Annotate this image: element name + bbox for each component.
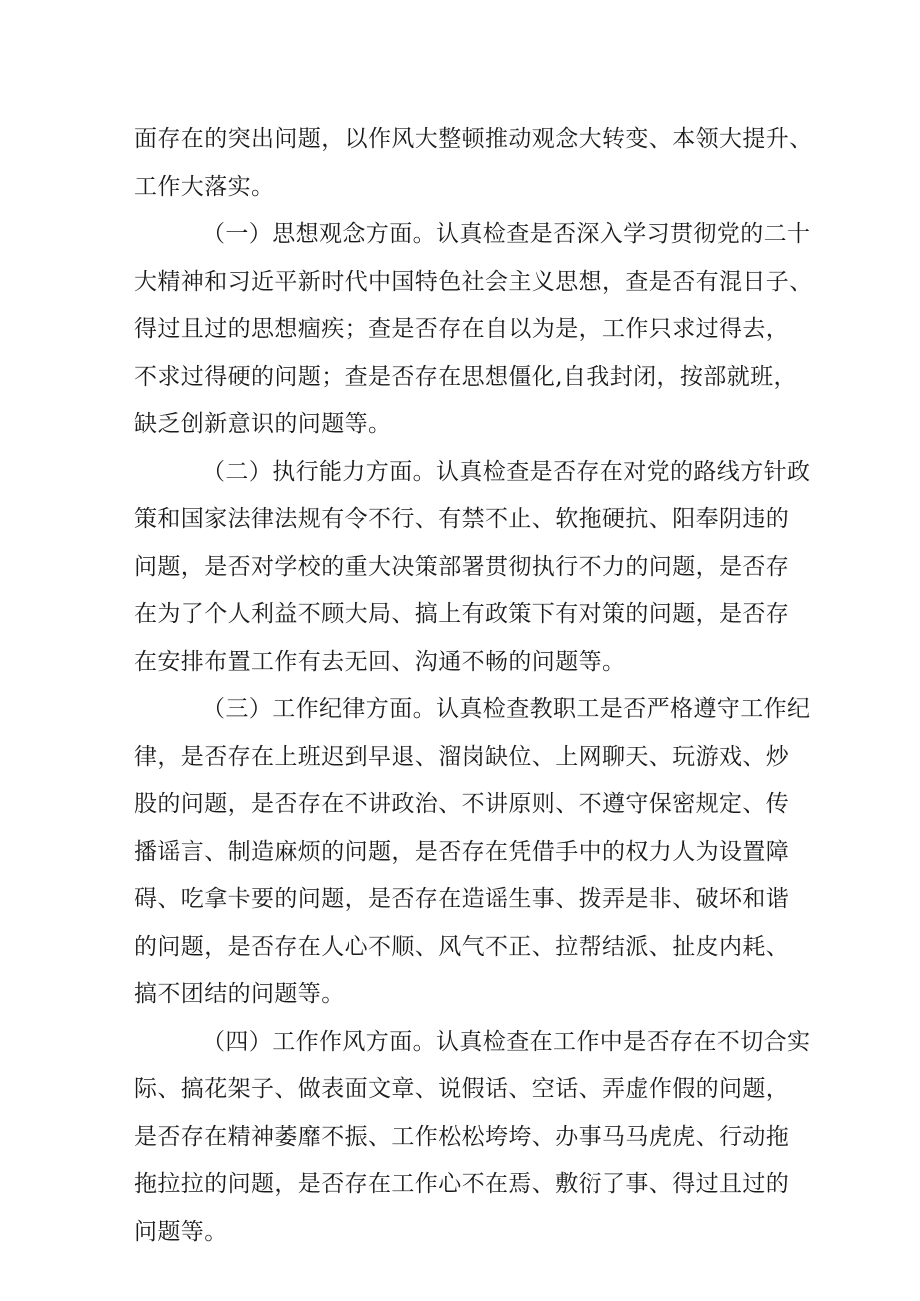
text-line: （四）工作作风方面。认真检查在工作中是否存在不切合实 — [202, 1028, 811, 1055]
text-line: 大精神和习近平新时代中国特色社会主义思想，查是否有混日子、 — [134, 268, 813, 295]
text-line: 不求过得硬的问题；查是否存在思想僵化,自我封闭，按部就班， — [134, 363, 797, 390]
text-line: （一）思想观念方面。认真检查是否深入学习贯彻党的二十 — [202, 221, 811, 247]
paragraph-section-1-thinking — [134, 211, 813, 449]
paragraph-section-3-discipline — [134, 686, 811, 1019]
text-line: 策和国家法律法规有令不行、有禁不止、软拖硬抗、阳奉阴违的 — [134, 506, 790, 532]
text-line: 搞不团结的问题等。 — [134, 981, 345, 1007]
document-body — [134, 116, 813, 1256]
text-line: 的问题，是否存在人心不顺、风气不正、拉帮结派、扯皮内耗、 — [134, 933, 790, 960]
text-line: 问题，是否对学校的重大决策部署贯彻执行不力的问题，是否存 — [134, 553, 790, 580]
text-line: 面存在的突出问题，以作风大整顿推动观念大转变、本领大提升、 — [134, 126, 813, 152]
text-line: （三）工作纪律方面。认真检查教职工是否严格遵守工作纪 — [202, 696, 811, 722]
text-line: 工作大落实。 — [134, 173, 275, 200]
text-line: 问题等。 — [134, 1218, 228, 1245]
paragraph-section-2-execution — [134, 449, 811, 687]
text-line: 播谣言、制造麻烦的问题，是否存在凭借手中的权力人为设置障 — [134, 838, 790, 865]
text-line: 律，是否存在上班迟到早退、溜岗缺位、上网聊天、玩游戏、炒 — [134, 743, 790, 770]
paragraph-intro-continuation — [134, 116, 813, 211]
text-line: 际、搞花架子、做表面文章、说假话、空话、弄虚作假的问题， — [134, 1076, 790, 1102]
text-line: 股的问题，是否存在不讲政治、不讲原则、不遵守保密规定、传 — [134, 791, 790, 817]
text-line: 碍、吃拿卡要的问题，是否存在造谣生事、拨弄是非、破坏和谐 — [134, 886, 790, 912]
text-line: 在安排布置工作有去无回、沟通不畅的问题等。 — [134, 648, 626, 675]
text-line: 是否存在精神萎靡不振、工作松松垮垮、办事马马虎虎、行动拖 — [134, 1123, 790, 1150]
text-line: 得过且过的思想痼疾；查是否存在自以为是，工作只求过得去， — [134, 316, 790, 342]
paragraph-section-4-style — [134, 1019, 811, 1257]
text-line: 缺乏创新意识的问题等。 — [134, 411, 392, 437]
text-line: （二）执行能力方面。认真检查是否存在对党的路线方针政 — [202, 458, 811, 485]
text-line: 拖拉拉的问题，是否存在工作心不在焉、敷衍了事、得过且过的 — [134, 1171, 790, 1197]
text-line: 在为了个人利益不顾大局、搞上有政策下有对策的问题，是否存 — [134, 601, 790, 627]
